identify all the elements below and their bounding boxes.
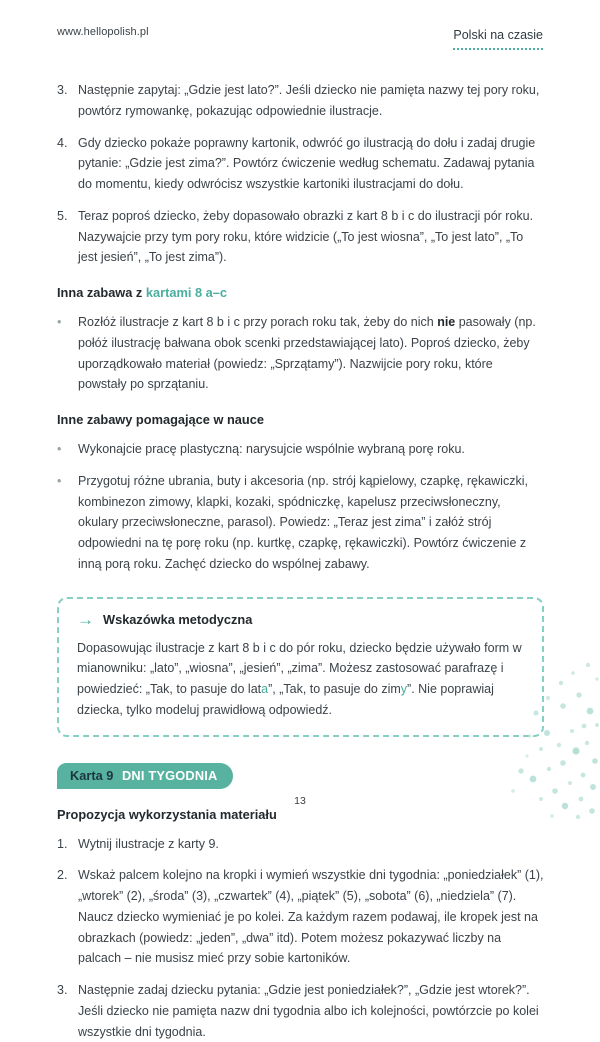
step-text: Następnie zapytaj: „Gdzie jest lato?”. Jeśli dziecko nie pamięta nazwy tej pory roku, powtórz rymowankę, pokazując odpowiednie ilustracje. bbox=[78, 83, 540, 118]
page-content bbox=[0, 80, 600, 1042]
tip-header bbox=[77, 611, 524, 628]
bullet-item bbox=[57, 439, 544, 460]
page-header bbox=[0, 0, 600, 50]
bullet-text: Wykonajcie pracę plastyczną: narysujcie wspólnie wybraną porę roku. bbox=[78, 442, 465, 456]
bullet-marker: • bbox=[57, 473, 62, 488]
numbered-step bbox=[57, 834, 544, 855]
bullet-item bbox=[57, 471, 544, 575]
tip-title: Wskazówka metodyczna bbox=[103, 611, 253, 627]
step-number: 3. bbox=[57, 983, 68, 997]
section-heading-helper-games: Inne zabawy pomagające w nauce bbox=[57, 412, 264, 427]
highlighted-ending: y bbox=[400, 682, 408, 696]
bullet-marker: • bbox=[57, 315, 62, 329]
step-number: 2. bbox=[57, 868, 68, 883]
numbered-step bbox=[57, 133, 544, 195]
section-heading-other-game bbox=[57, 285, 544, 300]
step-number: 5. bbox=[57, 208, 68, 223]
bullet-text: Rozłóż ilustracje z kart 8 b i c przy porach roku tak, żeby do nich nie pasowały (np. połóż ilustrację bałwana obok scenki przedstawiającej lato). Poproś dziecko, żeby uporządkowało materiał (powiedz: „Sprzątamy”). Nazwijcie pory roku, które powstały po sprzątaniu. bbox=[78, 315, 536, 392]
step-text: Wskaż palcem kolejno na kropki i wymień wszystkie dni tygodnia: „poniedziałek” (1), „wtorek” (2), „środa” (3), „czwartek” (4), „piątek” (5), „sobota” (6), „niedziela” (7). Naucz dziecko wymieniać je po kolei. Za każdym razem podawaj, ile kropek jest na obrazkach (powiedz: „jeden”, „dwa” itd). Potem możesz pokazywać liczby na palcach – nie musisz mieć przy sobie kartoników. bbox=[78, 868, 544, 966]
bold-word: nie bbox=[437, 315, 456, 329]
numbered-step bbox=[57, 206, 544, 268]
brand-name: Polski na czasie bbox=[453, 28, 543, 42]
numbered-step bbox=[57, 865, 544, 969]
step-number: 4. bbox=[57, 135, 68, 150]
step-number: 3. bbox=[57, 83, 68, 97]
bullet-item bbox=[57, 312, 544, 395]
step-text: Teraz poproś dziecko, żeby dopasowało obrazki z kart 8 b i c do ilustracji pór roku. Nazywajcie przy tym pory roku, które widzicie („To jest wiosna”, „To jest lato”, „To jest jesień”, „To jest zima”). bbox=[78, 208, 534, 265]
heading-plain: Inna zabawa z bbox=[57, 285, 143, 300]
page-number: 13 bbox=[294, 795, 306, 807]
step-text: Następnie zadaj dziecku pytania: „Gdzie jest poniedziałek?”, „Gdzie jest wtorek?”. Jeśli dziecko nie pamięta nazw dni tygodnia albo ich kolejności, powtórzcie po kolei wszystkie dni tygodnia. bbox=[78, 983, 539, 1039]
step-text: Gdy dziecko pokaże poprawny kartonik, odwróć go ilustracją do dołu i zadaj drugie pytanie: „Gdzie jest zima?”. Powtórz ćwiczenie według schematu. Zadawaj pytania do momentu, kiedy odwrócisz wszystkie kartoniki ilustracjami do dołu. bbox=[78, 135, 536, 191]
brand-dotted-underline bbox=[453, 48, 543, 50]
highlighted-ending: a bbox=[261, 682, 269, 696]
methodology-tip-box bbox=[57, 597, 544, 737]
arrow-right-icon: → bbox=[77, 609, 94, 629]
card-badge bbox=[57, 763, 233, 789]
card-badge-title: DNI TYGODNIA bbox=[121, 767, 218, 783]
section-heading-proposal: Propozycja wykorzystania materiału bbox=[57, 806, 277, 822]
card-badge-number: Karta 9 bbox=[70, 767, 114, 783]
numbered-step bbox=[57, 980, 544, 1042]
tip-body-text: Dopasowując ilustracje z kart 8 b i c do pór roku, dziecko będzie używało form w mianowniku: „lato”, „wiosna”, „jesień”, „zima”. Możesz zastosować parafrazę i powiedzieć: „Tak, to pasuje do lata”, „Tak, to pasuje do zimy”. Nie poprawiaj dziecka, tylko modeluj prawidłową odpowiedź. bbox=[77, 640, 522, 717]
bullet-marker: • bbox=[57, 442, 62, 456]
cards-link[interactable]: kartami 8 a–c bbox=[145, 285, 228, 300]
step-text: Wytnij ilustracje z karty 9. bbox=[78, 836, 219, 851]
numbered-step bbox=[57, 80, 544, 122]
bullet-text: Przygotuj różne ubrania, buty i akcesoria (np. strój kąpielowy, czapkę, rękawiczki, kombinezon zimowy, klapki, kozaki, spódniczkę, kapelusz przeciwsłoneczny, okulary przeciwsłoneczne, parasol). Powiedz: „Teraz jest zima” i załóż strój odpowiedni na tę porę roku (np. kurtkę, czapkę, rękawiczki). Powtórz ćwiczenie z inną porą roku. Zachęć dziecko do wspólnej zabawy. bbox=[78, 473, 528, 571]
site-url: www.hellopolish.pl bbox=[57, 26, 149, 38]
step-number: 1. bbox=[57, 836, 68, 851]
brand-block bbox=[453, 26, 543, 50]
